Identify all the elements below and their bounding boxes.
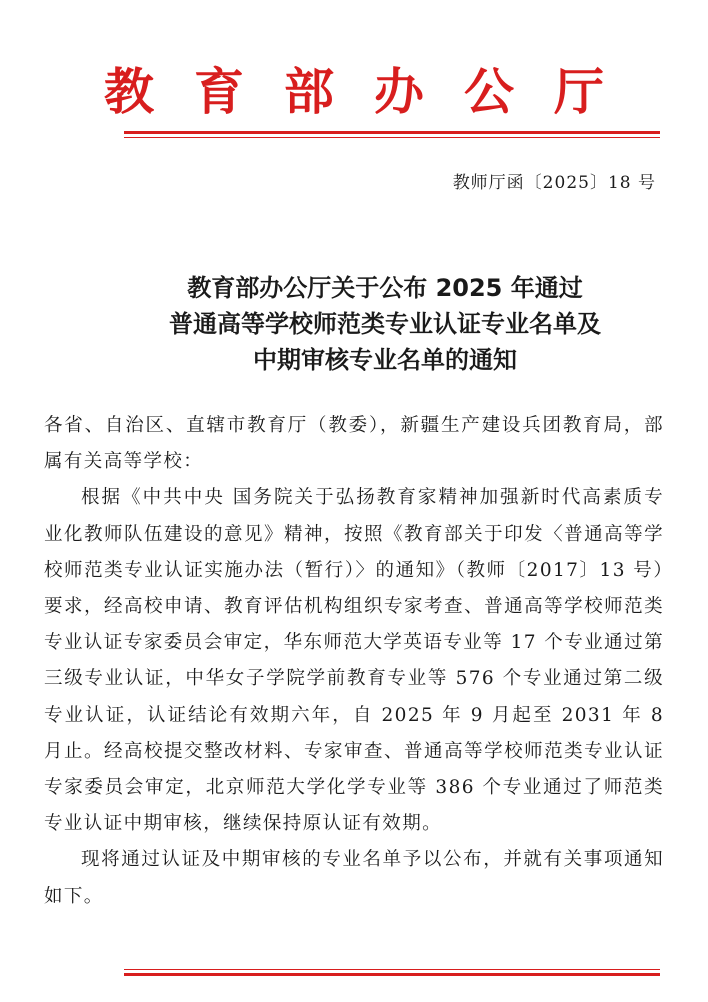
red-rule-bottom-thick [124, 973, 660, 976]
title-line-1: 教育部办公厅关于公布 2025 年通过 [187, 274, 583, 302]
red-rule-bottom-thin [124, 969, 660, 970]
addressee: 各省、自治区、直辖市教育厅（教委），新疆生产建设兵团教育局，部属有关高等学校： [44, 415, 664, 473]
document-number: 教师厅函〔2025〕18 号 [452, 173, 656, 193]
red-rule-top-thick [124, 131, 660, 134]
notice-title [60, 270, 708, 378]
notice-body [44, 408, 664, 915]
body-paragraph-1: 根据《中共中央 国务院关于弘扬教育家精神加强新时代高素质专业化教师队伍建设的意见》精神，按照《教育部关于印发〈普通高等学校师范类专业认证实施办法（暂行）〉的通知》（教师〔2017〕13 号）要求，经高校申请、教育评估机构组织专家考查、普通高等学校师范类专业认证专家委员会审定，华东师范大学英语专业等 17 个专业通过第三级专业认证，中华女子学院学前教育专业等 576 个专业通过第二级专业认证，认证结论有效期六年，自 2025 年 9 月起至 2031 年 8 月止。经高校提交整改材料、专家审查、普通高等学校师范类专业认证专家委员会审定，北京师范大学化学专业等 386 个专业通过了师范类专业认证中期审核，继续保持原认证有效期。 [44, 487, 664, 835]
masthead-title: 教育部办公厅 [104, 62, 644, 121]
title-line-3: 中期审核专业名单的通知 [253, 346, 517, 374]
red-rule-top-thin [124, 137, 660, 138]
title-line-2: 普通高等学校师范类专业认证专业名单及 [169, 310, 601, 338]
body-paragraph-2: 现将通过认证及中期审核的专业名单予以公布，并就有关事项通知如下。 [44, 849, 664, 907]
